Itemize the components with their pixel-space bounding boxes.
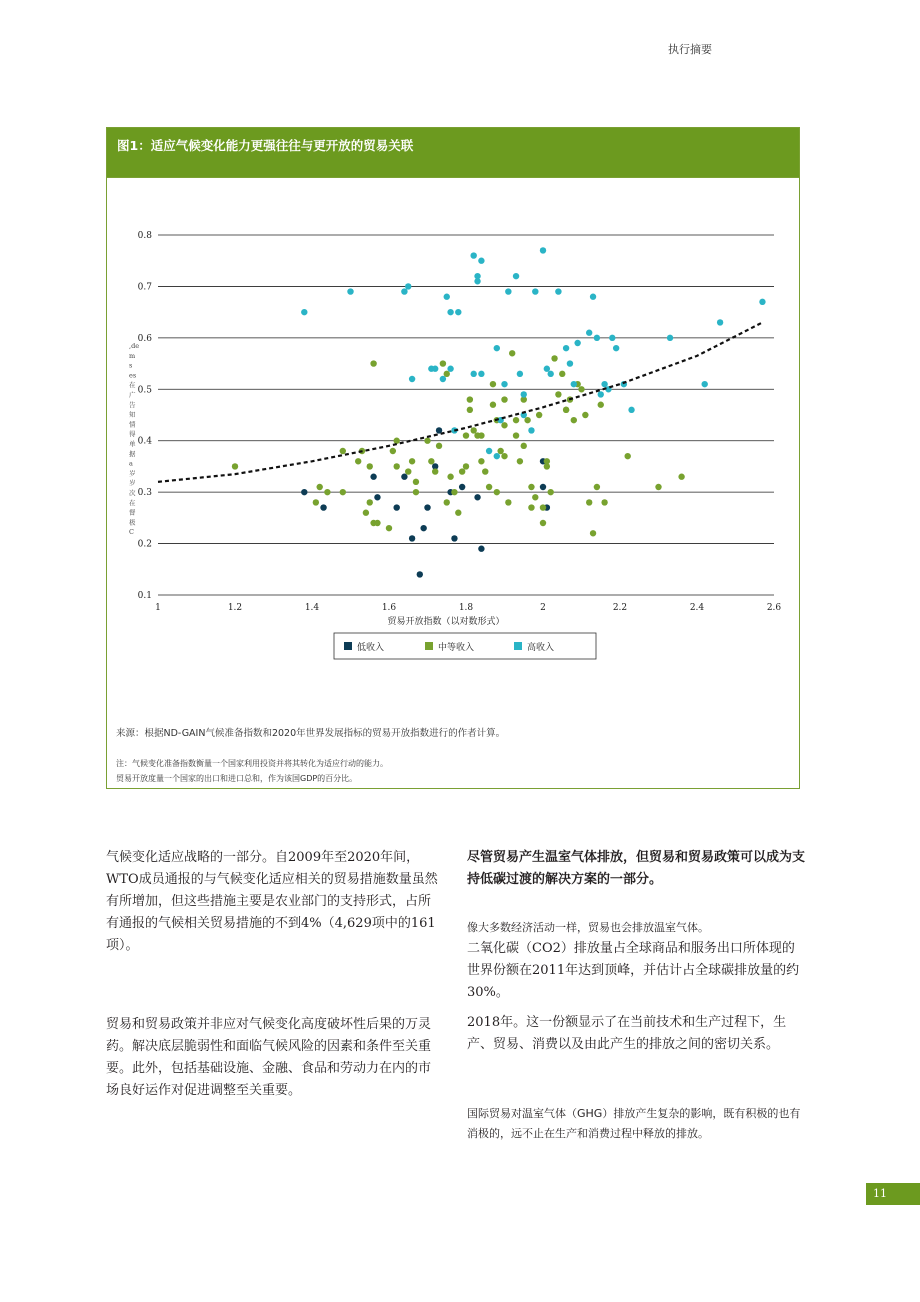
left-paragraph-2: 贸易和贸易政策并非应对气候变化高度破坏性后果的万灵药。解决底层脆弱性和面临气候风险的因素和条件至关重要。此外，包括基础设施、金融、食品和劳动力在内的市场良好运作对促进调整至关重要。 [106, 1017, 432, 1098]
data-point-高收入 [574, 340, 580, 346]
data-point-中等收入 [478, 432, 484, 438]
figure-note-1: 注：气候变化准备指数衡量一个国家利用投资并将其转化为适应行动的能力。 [116, 759, 388, 768]
data-point-高收入 [613, 345, 619, 351]
y-axis-label-char: 告 [129, 400, 136, 409]
data-point-中等收入 [409, 458, 415, 464]
data-point-高收入 [405, 283, 411, 289]
data-point-高收入 [528, 427, 534, 433]
data-point-高收入 [486, 448, 492, 454]
right-paragraph-3: 国际贸易对温室气体（GHG）排放产生复杂的影响，既有积极的也有消极的，远不止在生产和消费过程中释放的排放。 [467, 1107, 801, 1140]
data-point-中等收入 [367, 463, 373, 469]
data-point-高收入 [478, 258, 484, 264]
y-tick-label: 0.7 [137, 282, 152, 293]
data-point-中等收入 [490, 402, 496, 408]
left-column-2 [106, 1014, 441, 1102]
y-axis-label-char: ,de [129, 342, 140, 350]
data-point-高收入 [717, 319, 723, 325]
data-point-中等收入 [390, 448, 396, 454]
data-point-高收入 [532, 288, 538, 294]
y-axis-label-char: es [129, 371, 137, 380]
left-column [106, 847, 441, 957]
data-point-高收入 [440, 376, 446, 382]
data-point-中等收入 [559, 371, 565, 377]
data-point-高收入 [301, 309, 307, 315]
data-point-中等收入 [394, 463, 400, 469]
data-point-中等收入 [413, 489, 419, 495]
y-axis-label-char: 在 [129, 381, 136, 390]
data-point-中等收入 [528, 484, 534, 490]
data-point-中等收入 [540, 520, 546, 526]
legend-swatch-低收入 [344, 642, 352, 650]
data-point-中等收入 [471, 427, 477, 433]
data-point-中等收入 [494, 489, 500, 495]
data-point-低收入 [424, 504, 430, 510]
data-point-高收入 [501, 381, 507, 387]
data-point-高收入 [409, 376, 415, 382]
data-point-中等收入 [490, 381, 496, 387]
data-point-中等收入 [317, 484, 323, 490]
data-point-中等收入 [463, 463, 469, 469]
data-point-高收入 [567, 360, 573, 366]
figure-source: 来源：根据ND-GAIN气候准备指数和2020年世界发展指标的贸易开放指数进行的作者计算。 [116, 728, 506, 739]
data-point-高收入 [563, 345, 569, 351]
data-point-中等收入 [540, 504, 546, 510]
data-point-中等收入 [467, 407, 473, 413]
data-point-高收入 [401, 288, 407, 294]
data-point-中等收入 [482, 468, 488, 474]
data-point-中等收入 [497, 448, 503, 454]
data-point-中等收入 [594, 484, 600, 490]
x-tick-label: 2 [540, 603, 546, 613]
data-point-高收入 [571, 381, 577, 387]
y-axis-label-char: 岁 [129, 479, 136, 488]
right-heading: 尽管贸易产生温室气体排放，但贸易和贸易政策可以成为支持低碳过渡的解决方案的一部分。 [467, 850, 806, 887]
data-point-高收入 [455, 309, 461, 315]
data-point-中等收入 [551, 355, 557, 361]
y-axis-label-char: 据 [129, 449, 136, 458]
data-point-高收入 [517, 371, 523, 377]
data-point-低收入 [478, 546, 484, 552]
data-point-中等收入 [447, 474, 453, 480]
data-point-高收入 [521, 391, 527, 397]
data-point-高收入 [505, 288, 511, 294]
data-point-高收入 [609, 335, 615, 341]
data-point-中等收入 [563, 407, 569, 413]
page-number: 11 [866, 1183, 920, 1205]
data-point-高收入 [478, 371, 484, 377]
x-tick-label: 2.4 [689, 603, 705, 613]
y-tick-label: 0.2 [137, 539, 152, 550]
data-point-中等收入 [413, 479, 419, 485]
legend-label: 中等收入 [438, 643, 475, 653]
data-point-高收入 [447, 366, 453, 372]
data-point-高收入 [447, 309, 453, 315]
data-point-中等收入 [386, 525, 392, 531]
data-point-高收入 [702, 381, 708, 387]
data-point-中等收入 [463, 432, 469, 438]
data-point-高收入 [555, 288, 561, 294]
data-point-中等收入 [655, 484, 661, 490]
data-point-中等收入 [586, 499, 592, 505]
data-point-低收入 [417, 571, 423, 577]
legend-swatch-中等收入 [425, 642, 433, 650]
data-point-中等收入 [555, 391, 561, 397]
y-axis-label-char: 单 [129, 440, 136, 448]
data-point-中等收入 [313, 499, 319, 505]
y-axis-label-char: 情 [129, 420, 136, 429]
data-point-中等收入 [532, 494, 538, 500]
data-point-低收入 [451, 535, 457, 541]
data-point-中等收入 [374, 520, 380, 526]
data-point-中等收入 [405, 468, 411, 474]
data-point-中等收入 [355, 458, 361, 464]
data-point-中等收入 [571, 417, 577, 423]
legend-swatch-高收入 [514, 642, 522, 650]
x-tick-label: 1.6 [381, 603, 397, 613]
data-point-低收入 [474, 494, 480, 500]
data-point-中等收入 [432, 468, 438, 474]
data-point-中等收入 [625, 453, 631, 459]
data-point-高收入 [628, 407, 634, 413]
data-point-中等收入 [517, 458, 523, 464]
data-point-中等收入 [363, 510, 369, 516]
data-point-中等收入 [424, 438, 430, 444]
data-point-中等收入 [444, 371, 450, 377]
trend-line [158, 322, 762, 481]
data-point-低收入 [409, 535, 415, 541]
y-tick-label: 0.6 [137, 333, 152, 344]
data-point-高收入 [513, 273, 519, 279]
y-axis-label-char: 岁 [129, 469, 136, 478]
data-point-中等收入 [536, 412, 542, 418]
scatter-chart [107, 128, 799, 718]
legend-label: 低收入 [357, 643, 385, 653]
y-axis-label-char: s [129, 361, 133, 370]
data-point-低收入 [401, 474, 407, 480]
data-point-低收入 [459, 484, 465, 490]
y-axis-label-char: a [129, 459, 133, 468]
data-point-中等收入 [478, 458, 484, 464]
data-point-中等收入 [340, 448, 346, 454]
data-point-中等收入 [370, 360, 376, 366]
data-point-高收入 [540, 247, 546, 253]
y-axis-label-char: C [129, 528, 134, 537]
data-point-高收入 [594, 335, 600, 341]
section-header: 执行摘要 [668, 43, 712, 56]
data-point-高收入 [667, 335, 673, 341]
x-tick-label: 1.2 [227, 603, 243, 613]
data-point-中等收入 [590, 530, 596, 536]
data-point-高收入 [494, 345, 500, 351]
data-point-高收入 [598, 391, 604, 397]
data-point-中等收入 [444, 499, 450, 505]
data-point-高收入 [471, 371, 477, 377]
legend-label: 高收入 [527, 643, 555, 653]
data-point-中等收入 [521, 443, 527, 449]
right-paragraph-2: 2018年。这一份额显示了在当前技术和生产过程下，生产、贸易、消费以及由此产生的排放之间的密切关系。 [467, 1015, 787, 1052]
data-point-中等收入 [455, 510, 461, 516]
data-point-中等收入 [436, 443, 442, 449]
data-point-高收入 [474, 278, 480, 284]
y-axis-label-char: 督 [129, 508, 136, 517]
x-axis-label: 贸易开放指数（以对数形式） [387, 617, 505, 627]
y-axis-label-char: 得 [129, 430, 136, 439]
data-point-中等收入 [501, 422, 507, 428]
y-axis-label-char: 广 [129, 391, 136, 399]
data-point-高收入 [590, 294, 596, 300]
data-point-高收入 [471, 252, 477, 258]
y-tick-label: 0.4 [137, 436, 152, 447]
figure-1 [106, 127, 800, 789]
data-point-高收入 [601, 381, 607, 387]
data-point-中等收入 [513, 417, 519, 423]
right-paragraph-1b: 二氧化碳（CO2）排放量占全球商品和服务出口所体现的世界份额在2011年达到顶峰，并估计占全球碳排放量的约30%。 [467, 941, 800, 1000]
y-tick-label: 0.5 [137, 385, 152, 396]
data-point-高收入 [432, 366, 438, 372]
data-point-低收入 [394, 504, 400, 510]
data-point-中等收入 [578, 386, 584, 392]
x-tick-label: 1.4 [304, 603, 320, 613]
data-point-中等收入 [340, 489, 346, 495]
data-point-中等收入 [582, 412, 588, 418]
y-tick-label: 0.8 [137, 231, 152, 241]
right-paragraph-1a: 像大多数经济活动一样，贸易也会排放温室气体。 [467, 921, 709, 934]
data-point-高收入 [444, 294, 450, 300]
data-point-中等收入 [459, 468, 465, 474]
data-point-低收入 [370, 474, 376, 480]
data-point-中等收入 [598, 402, 604, 408]
data-point-中等收入 [486, 484, 492, 490]
data-point-中等收入 [501, 396, 507, 402]
data-point-高收入 [548, 371, 554, 377]
data-point-中等收入 [528, 504, 534, 510]
data-point-高收入 [759, 299, 765, 305]
data-point-中等收入 [324, 489, 330, 495]
y-axis-label-char: 极 [129, 518, 136, 527]
x-tick-label: 1.8 [458, 603, 474, 613]
data-point-中等收入 [467, 396, 473, 402]
data-point-低收入 [320, 504, 326, 510]
data-point-低收入 [374, 494, 380, 500]
data-point-高收入 [494, 453, 500, 459]
x-tick-label: 1 [155, 603, 161, 613]
figure-title: 图1：适应气候变化能力更强往往与更开放的贸易关联 [107, 128, 799, 177]
data-point-中等收入 [501, 453, 507, 459]
y-axis-label-char: 知 [129, 410, 136, 419]
data-point-中等收入 [367, 499, 373, 505]
y-axis-label-char: m [129, 351, 136, 360]
data-point-低收入 [540, 484, 546, 490]
data-point-中等收入 [544, 463, 550, 469]
data-point-中等收入 [678, 474, 684, 480]
data-point-低收入 [420, 525, 426, 531]
data-point-中等收入 [548, 489, 554, 495]
data-point-中等收入 [451, 489, 457, 495]
data-point-中等收入 [394, 438, 400, 444]
data-point-中等收入 [509, 350, 515, 356]
data-point-中等收入 [601, 499, 607, 505]
data-point-中等收入 [232, 463, 238, 469]
left-paragraph-1: 气候变化适应战略的一部分。自2009年至2020年间，WTO成员通报的与气候变化适应相关的贸易措施数量虽然有所增加，但这些措施主要是农业部门的支持形式，占所有通报的气候相关贸易措施的不到4%（4,629项中的161项）。 [106, 850, 438, 953]
y-tick-label: 0.3 [137, 488, 152, 499]
x-tick-label: 2.6 [766, 603, 782, 613]
data-point-低收入 [301, 489, 307, 495]
x-tick-label: 2.2 [612, 603, 628, 613]
data-point-中等收入 [513, 432, 519, 438]
data-point-中等收入 [524, 417, 530, 423]
y-axis-label-char: 在 [129, 498, 136, 507]
data-point-中等收入 [428, 458, 434, 464]
data-point-高收入 [544, 366, 550, 372]
data-point-中等收入 [505, 499, 511, 505]
figure-note-2: 贸易开放度量一个国家的出口和进口总和，作为该国GDP的百分比。 [116, 774, 358, 783]
data-point-高收入 [586, 330, 592, 336]
y-tick-label: 0.1 [137, 591, 152, 601]
data-point-高收入 [347, 288, 353, 294]
y-axis-label-char: 次 [129, 489, 136, 497]
data-point-中等收入 [440, 360, 446, 366]
